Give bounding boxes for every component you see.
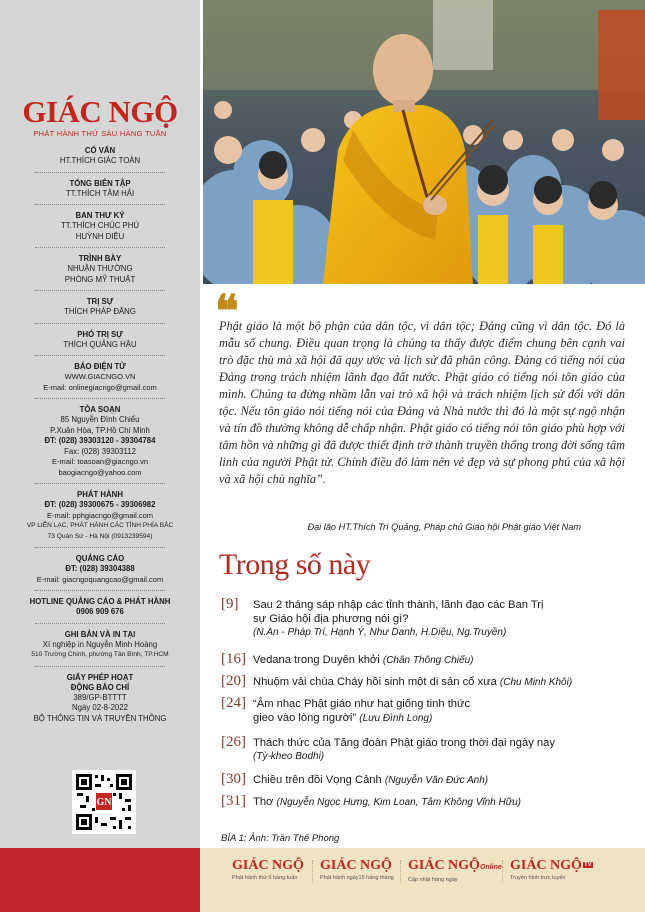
masthead-line: E-mail: giacngoquangcao@gmail.com — [36, 574, 164, 584]
masthead-divider — [35, 547, 165, 548]
qr-badge: GN — [96, 797, 112, 808]
masthead-label: TÒA SOẠN — [79, 405, 121, 414]
footer-logo-tagline: Phát hành thứ 6 hàng tuần — [232, 875, 298, 881]
masthead-line: HUỲNH DIỆU — [75, 231, 125, 241]
masthead-label: CỐ VẤN — [84, 146, 116, 155]
toc-entry — [253, 675, 633, 690]
masthead-divider — [35, 590, 165, 591]
masthead-line: 389/GP-BTTTT — [73, 692, 127, 702]
footer-logo-name — [510, 858, 593, 873]
masthead-label: BAN THƯ KÝ — [75, 211, 125, 220]
footer-divider — [400, 860, 401, 882]
masthead-line: VP LIÊN LẠC, PHÁT HÀNH CÁC TỈNH PHÍA BẮC — [26, 522, 174, 529]
masthead-label: BÁO ĐIỆN TỬ — [74, 362, 126, 371]
masthead-section — [0, 597, 200, 618]
toc-entry — [253, 653, 633, 668]
toc-entry-title: Chiều trên đồi Vọng Cảnh — [253, 774, 382, 786]
toc-entry-author: (Tỳ-kheo Bodhi) — [253, 751, 325, 762]
toc-entry-author: (Nguyễn Ngọc Hưng, Kim Loan, Tâm Không Vĩnh Hữu) — [276, 797, 521, 808]
toc-title: Trong số này — [219, 548, 371, 581]
toc-entry — [253, 795, 633, 810]
masthead-label: GHI BẢN VÀ IN TẠI — [64, 629, 136, 639]
masthead-line: Fax: (028) 39303112 — [64, 446, 136, 456]
footer-divider — [502, 860, 503, 882]
toc-page-number: [30] — [221, 771, 246, 787]
footer-logo-name — [232, 858, 304, 873]
masthead-section — [0, 490, 200, 542]
masthead-line: ĐT: (028) 39300675 - 39306982 — [44, 500, 156, 509]
masthead-label: TRỊ SỰ — [86, 297, 114, 306]
masthead-line: THÍCH QUẢNG HẬU — [63, 339, 137, 349]
featured-quote: Phật giáo là một bộ phận của dân tộc, vì dân tộc; Đảng cũng vì dân tộc. Đó là mẫu số chung. Điều quan trọng là chúng ta thấy được điểm chung bên cạnh vai trò đặc thù mà xã hội đã quy ước và lịch sử đã phân công. Đảng có tiếng nói của Đảng trong trách nhiệm lãnh đạo đất nước. Phật giáo có tiếng nói tôn giáo của mình. Chúng ta đừng nhầm lẫn vai trò xã hội và trách nhiệm lịch sử đối với dân tộc. Nếu tôn giáo nói tiếng nói của Đảng và Nhà nước thì đó là một sự ngộ nhận và tín đồ thường không dễ chấp nhận. Phật giáo có tiếng nói tôn giáo phù hợp với tâm hồn và những gì đã được thiết định trở thành truyền thống trong đời sống tâm linh của người Phật tử. Chính điều đó làm nên vẻ đẹp và sự phong phú của xã hội và xã hội chủ nghĩa”. — [219, 319, 625, 486]
masthead-label: PHÓ TRỊ SỰ — [77, 329, 123, 339]
masthead-divider — [35, 204, 165, 205]
toc-page-number: [24] — [221, 695, 246, 711]
masthead-divider — [35, 483, 165, 484]
logo-subtitle: PHÁT HÀNH THỨ SÁU HÀNG TUẦN — [33, 129, 167, 138]
masthead-label: GIẤY PHÉP HOẠT ĐỘNG BÁO CHÍ — [66, 672, 134, 692]
masthead-line: ĐT: (028) 39303120 - 39304784 — [44, 436, 156, 445]
toc-entry-title: Nhuộm vải chùa Cháy hồi sinh một di sản cổ xưa — [253, 676, 497, 688]
toc-entry-title: Thơ — [253, 796, 274, 808]
masthead-divider — [35, 623, 165, 624]
toc-page-number: [16] — [221, 651, 246, 667]
masthead-credits — [0, 146, 200, 724]
masthead-line: NHUẬN THƯỜNG — [67, 264, 133, 273]
masthead-divider — [35, 290, 165, 291]
toc-entry-title: Vedana trong Duyên khởi — [253, 654, 380, 666]
masthead-section — [0, 146, 200, 167]
cover-photo — [203, 0, 645, 284]
footer-logo-name — [408, 858, 502, 875]
masthead-section — [0, 330, 200, 351]
masthead-line: Xí nghiệp in Nguyễn Minh Hoàng — [42, 639, 158, 649]
logo-title: GIÁC NGỘ — [22, 94, 178, 129]
footer-logo-tagline: Cập nhật hàng ngày — [408, 877, 458, 883]
masthead-label: QUẢNG CÁO — [75, 554, 125, 563]
toc-page-number: [9] — [221, 596, 239, 612]
footer-logo-tagline: Truyền hình trực tuyến — [510, 875, 566, 881]
toc-entry-title: “Âm nhạc Phật giáo như hạt giống tinh thức gieo vào lòng người” — [253, 698, 471, 724]
masthead-line: TT.THÍCH TÂM HẢI — [65, 188, 135, 198]
masthead-label: TỔNG BIÊN TẬP — [69, 178, 131, 188]
masthead-line: E-mail: pphgiacngo@gmail.com — [47, 510, 153, 520]
footer-publication-logo[interactable] — [320, 858, 394, 881]
masthead-line: TT.THÍCH CHÚC PHÚ — [61, 221, 139, 230]
toc-entry — [253, 773, 633, 788]
footer-logo-name — [320, 858, 394, 873]
masthead-section — [0, 673, 200, 725]
masthead-divider — [35, 323, 165, 324]
masthead-line: 0906 909 676 — [76, 607, 124, 616]
masthead-label: TRÌNH BÀY — [78, 254, 122, 263]
footer-divider — [312, 860, 313, 882]
footer-publication-logo[interactable] — [510, 858, 593, 881]
qr-code[interactable] — [72, 770, 136, 834]
footer-publication-logo[interactable] — [232, 858, 304, 881]
masthead-line: BỘ THÔNG TIN VÀ TRUYỀN THÔNG — [33, 713, 167, 723]
footer-logo-tagline: Phát hành ngày15 hàng tháng — [320, 875, 394, 881]
masthead-line: Ngày 02-8-2022 — [72, 703, 128, 712]
toc-entry-author: (Nguyễn Văn Đức Anh) — [384, 775, 489, 786]
masthead-section — [0, 254, 200, 285]
toc-page-number: [20] — [221, 673, 246, 689]
footer-logo-suffix: TV — [583, 862, 592, 868]
footer-logo-suffix: Online — [479, 864, 502, 871]
masthead-line: WWW.GIACNGO.VN — [64, 372, 136, 381]
masthead-section — [0, 211, 200, 242]
masthead-line: baogiacngo@yahoo.com — [58, 467, 142, 477]
masthead-label: HOTLINE QUẢNG CÁO & PHÁT HÀNH — [29, 597, 171, 606]
monk-ceremony-photo — [203, 0, 645, 284]
toc-entry-author: (Chân Thông Chiếu) — [382, 655, 474, 666]
masthead-line: THÍCH PHÁP ĐĂNG — [64, 307, 136, 316]
masthead-line: 73 Quán Sứ - Hà Nội (0913239594) — [47, 532, 153, 540]
quote-mark-icon: ❝ — [215, 287, 239, 336]
toc-entry-title: Thách thức của Tăng đoàn Phật giáo trong thời đại ngày nay — [253, 737, 555, 749]
masthead-line: PHÒNG MỸ THUẬT — [64, 274, 136, 284]
toc-entry — [253, 736, 633, 764]
masthead-line: P.Xuân Hòa, TP.Hồ Chí Minh — [50, 425, 150, 435]
footer-logo-text: GIÁC NGỘ — [232, 858, 304, 873]
cover-photo-credit: BÌA 1: Ảnh: Trần Thế Phong — [221, 833, 340, 844]
footer-logo-text: GIÁC NGỘ — [320, 858, 392, 873]
masthead-label: PHÁT HÀNH — [77, 490, 123, 499]
masthead-section — [0, 554, 200, 585]
toc-entry-author: (N.An - Pháp Trí, Hạnh Ý, Như Danh, H.Diệu, Ng.Truyền) — [253, 627, 507, 638]
masthead-divider — [35, 247, 165, 248]
masthead-line: HT.THÍCH GIÁC TOÀN — [59, 156, 141, 165]
toc-entry-title: Sau 2 tháng sáp nhập các tỉnh thành, lãnh đạo các Ban Trị sự Giáo hội địa phương nói gì? — [253, 599, 544, 625]
footer-logo-text: GIÁC NGỘ — [510, 858, 582, 873]
toc-page-number: [31] — [221, 793, 246, 809]
footer-publication-logo[interactable] — [408, 858, 502, 883]
masthead-line: E-mail: toasoan@giacngo.vn — [52, 457, 148, 466]
masthead-divider — [35, 355, 165, 356]
qr-code-icon — [74, 772, 134, 832]
masthead-line: ĐT: (028) 39304388 — [65, 564, 135, 573]
masthead-divider — [35, 398, 165, 399]
masthead-divider — [35, 666, 165, 667]
footer-logo-text: GIÁC NGỘ — [408, 858, 480, 873]
masthead-logo — [0, 96, 200, 138]
toc-entry-author: (Lưu Đình Long) — [359, 713, 433, 724]
masthead-section — [0, 179, 200, 200]
masthead-section — [0, 297, 200, 318]
masthead-line: 510 Trường Chinh, phường Tân Bình, TP.HCM — [31, 651, 169, 658]
footer-red-block — [0, 848, 200, 912]
masthead-section — [0, 405, 200, 478]
masthead-line: 85 Nguyễn Đình Chiểu — [60, 415, 140, 424]
masthead-section — [0, 362, 200, 393]
toc-entry — [253, 697, 483, 726]
masthead-section — [0, 630, 200, 661]
masthead-divider — [35, 172, 165, 173]
quote-source: Đại lão HT.Thích Trí Quảng, Pháp chủ Giáo hội Phật giáo Việt Nam — [307, 522, 581, 532]
toc-entry — [253, 598, 553, 640]
masthead-line: E-mail: onlinegiacngo@gmail.com — [43, 382, 157, 392]
toc-page-number: [26] — [221, 734, 246, 750]
toc-entry-author: (Chu Minh Khôi) — [499, 677, 573, 688]
